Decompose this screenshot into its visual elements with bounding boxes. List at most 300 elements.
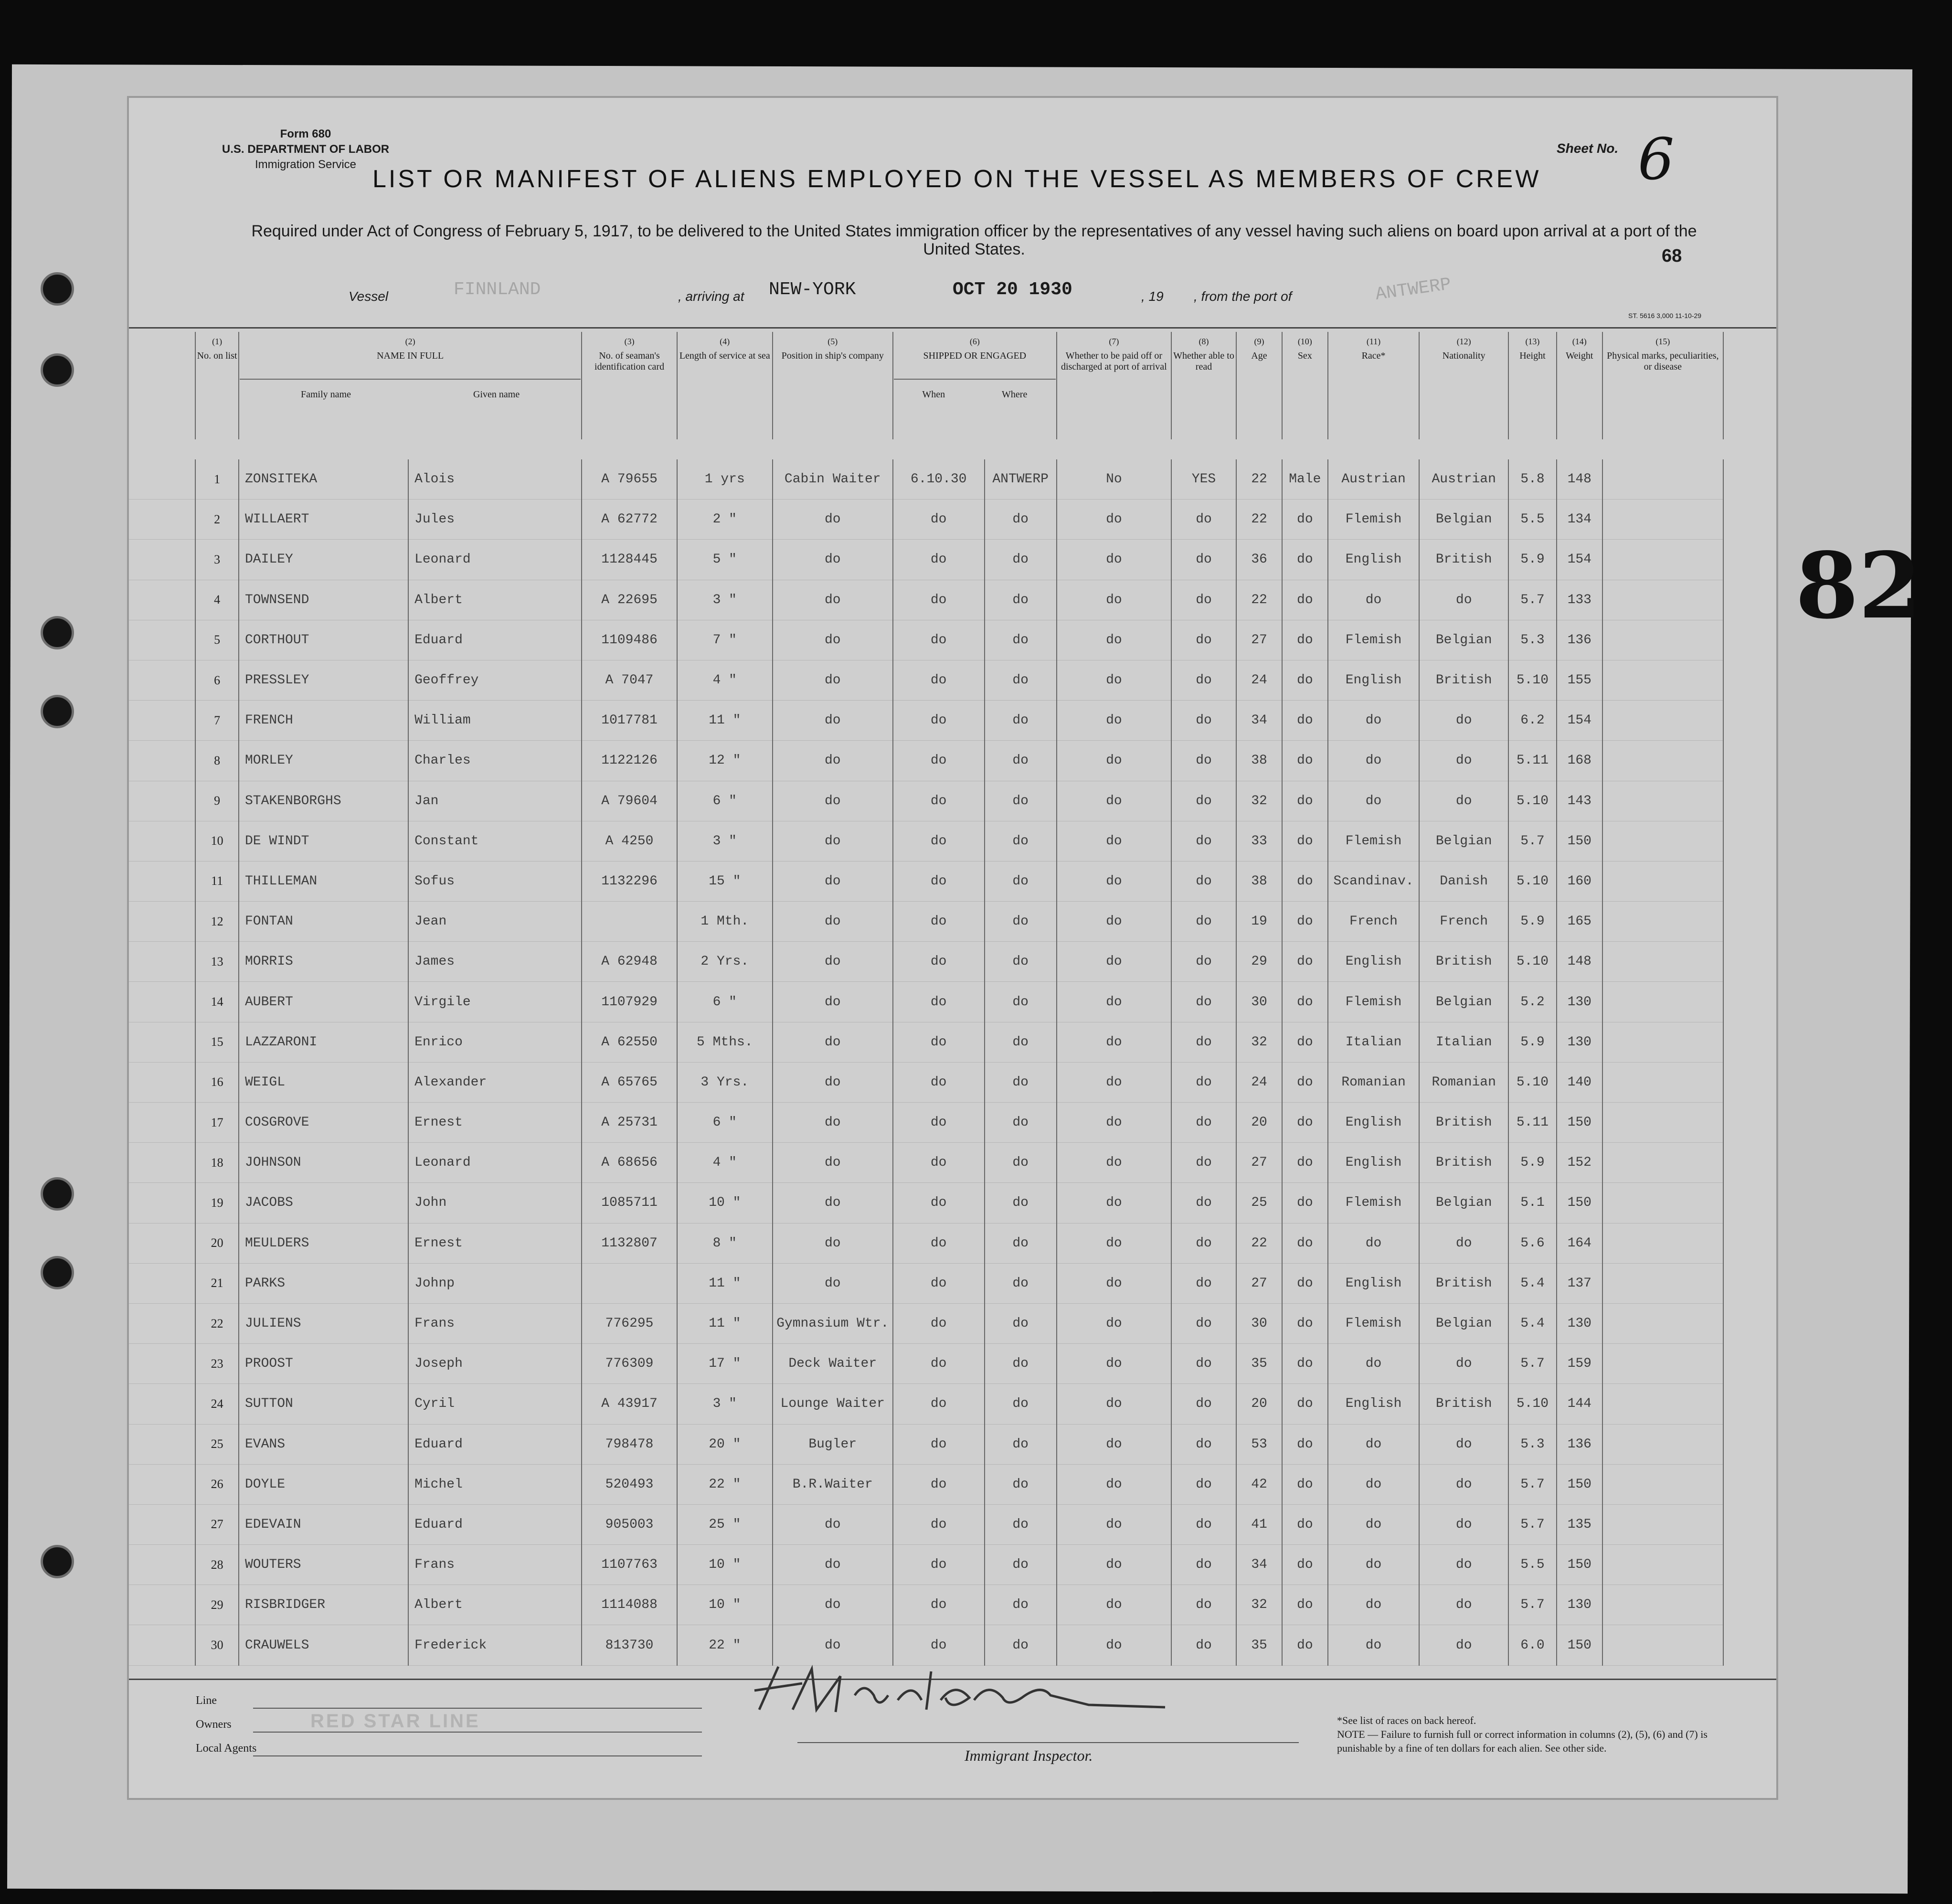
height: 5.7 — [1508, 580, 1557, 620]
length-of-service: 6 " — [677, 982, 773, 1022]
weight: 130 — [1557, 1022, 1602, 1062]
id-card-number: A 25731 — [582, 1103, 677, 1143]
table-row — [129, 781, 1723, 821]
able-to-read: do — [1171, 540, 1236, 580]
height: 5.5 — [1508, 500, 1557, 540]
penalty-note: NOTE — Failure to furnish full or correct information in columns (2), (5), (6) and (7) is punishable by a fine of ten dollars for each alien. See other side. — [1337, 1728, 1708, 1754]
position: do — [773, 942, 893, 982]
given-name: Constant — [408, 821, 582, 861]
weight: 130 — [1557, 1303, 1602, 1343]
nationality: British — [1419, 1384, 1508, 1424]
margin-cell — [129, 1062, 195, 1102]
length-of-service: 11 " — [677, 1263, 773, 1303]
row-number: 19 — [195, 1183, 239, 1223]
race: English — [1328, 1263, 1420, 1303]
margin-cell — [129, 1183, 195, 1223]
table-row — [129, 861, 1723, 901]
position: Cabin Waiter — [773, 459, 893, 500]
height: 5.11 — [1508, 1103, 1557, 1143]
sex: do — [1282, 1464, 1328, 1504]
nationality: British — [1419, 540, 1508, 580]
family-name: MEULDERS — [239, 1223, 408, 1263]
sex: do — [1282, 1344, 1328, 1384]
physical-marks — [1602, 1143, 1723, 1183]
inspector-label: Immigrant Inspector. — [965, 1747, 1093, 1764]
weight: 165 — [1557, 902, 1602, 942]
physical-marks — [1602, 1464, 1723, 1504]
margin-cell — [129, 1223, 195, 1263]
length-of-service: 3 Yrs. — [677, 1062, 773, 1102]
inspector-signature — [745, 1657, 1175, 1726]
shipped-where: do — [985, 500, 1057, 540]
physical-marks — [1602, 1103, 1723, 1143]
paid-off: do — [1057, 500, 1171, 540]
given-name: Virgile — [408, 982, 582, 1022]
page-subtitle: Required under Act of Congress of February 5, 1917, to be delivered to the United States immigration officer by the representatives of any vessel having such aliens on board upon arrival at a port of the United States. — [251, 222, 1697, 258]
row-number: 20 — [195, 1223, 239, 1263]
length-of-service: 12 " — [677, 741, 773, 781]
able-to-read: YES — [1171, 459, 1236, 500]
race: English — [1328, 942, 1420, 982]
position: Deck Waiter — [773, 1344, 893, 1384]
family-name: STAKENBORGHS — [239, 781, 408, 821]
nationality: do — [1419, 1424, 1508, 1464]
height: 5.3 — [1508, 620, 1557, 660]
age: 20 — [1236, 1384, 1282, 1424]
height: 5.7 — [1508, 1464, 1557, 1504]
weight: 136 — [1557, 1424, 1602, 1464]
margin-cell — [129, 1424, 195, 1464]
physical-marks — [1602, 1424, 1723, 1464]
family-name: EVANS — [239, 1424, 408, 1464]
shipped-where: do — [985, 660, 1057, 700]
family-name: RISBRIDGER — [239, 1585, 408, 1625]
col-weight: (14) Weight — [1557, 332, 1602, 439]
age: 33 — [1236, 821, 1282, 861]
id-card-number: 1085711 — [582, 1183, 677, 1223]
nationality: do — [1419, 1223, 1508, 1263]
paid-off: No — [1057, 459, 1171, 500]
line-label: Line — [196, 1694, 217, 1707]
id-card-number: 1107763 — [582, 1545, 677, 1585]
race: English — [1328, 540, 1420, 580]
shipped-when: do — [893, 660, 985, 700]
length-of-service: 11 " — [677, 1303, 773, 1343]
sex: do — [1282, 1183, 1328, 1223]
length-of-service: 6 " — [677, 781, 773, 821]
sex: do — [1282, 500, 1328, 540]
sex: Male — [1282, 459, 1328, 500]
race: do — [1328, 1585, 1420, 1625]
age: 27 — [1236, 1143, 1282, 1183]
header-rule — [129, 327, 1776, 329]
shipped-where: do — [985, 1263, 1057, 1303]
sex: do — [1282, 861, 1328, 901]
given-name: Eduard — [408, 620, 582, 660]
given-name: Ernest — [408, 1223, 582, 1263]
paid-off: do — [1057, 1022, 1171, 1062]
row-number: 8 — [195, 741, 239, 781]
sex: do — [1282, 540, 1328, 580]
col-read: (8) Whether able to read — [1171, 332, 1236, 439]
margin-mark: 82 — [1795, 532, 1922, 639]
physical-marks — [1602, 1303, 1723, 1343]
id-card-number: A 79655 — [582, 459, 677, 500]
position: Lounge Waiter — [773, 1384, 893, 1424]
margin-cell — [129, 1143, 195, 1183]
id-card-number — [582, 902, 677, 942]
col-card: (3) No. of seaman's identification card — [582, 332, 677, 439]
physical-marks — [1602, 1022, 1723, 1062]
race: do — [1328, 1344, 1420, 1384]
shipped-where: do — [985, 982, 1057, 1022]
table-row — [129, 1062, 1723, 1102]
age: 30 — [1236, 982, 1282, 1022]
table-row — [129, 459, 1723, 500]
family-name: DAILEY — [239, 540, 408, 580]
shipped-when: do — [893, 1625, 985, 1665]
given-name: Albert — [408, 1585, 582, 1625]
table-row — [129, 1103, 1723, 1143]
shipped-when: do — [893, 942, 985, 982]
family-name: MORLEY — [239, 741, 408, 781]
able-to-read: do — [1171, 1424, 1236, 1464]
paid-off: do — [1057, 1504, 1171, 1544]
length-of-service: 4 " — [677, 1143, 773, 1183]
position: do — [773, 660, 893, 700]
length-of-service: 5 " — [677, 540, 773, 580]
sex: do — [1282, 902, 1328, 942]
race: Flemish — [1328, 620, 1420, 660]
family-name: EDEVAIN — [239, 1504, 408, 1544]
age: 32 — [1236, 1585, 1282, 1625]
margin-cell — [129, 1585, 195, 1625]
able-to-read: do — [1171, 1545, 1236, 1585]
length-of-service: 2 " — [677, 500, 773, 540]
height: 6.0 — [1508, 1625, 1557, 1665]
paid-off: do — [1057, 821, 1171, 861]
page-title: LIST OR MANIFEST OF ALIENS EMPLOYED ON THE VESSEL AS MEMBERS OF CREW — [372, 165, 1541, 193]
weight: 164 — [1557, 1223, 1602, 1263]
paid-off: do — [1057, 902, 1171, 942]
length-of-service: 1 yrs — [677, 459, 773, 500]
margin-cell — [129, 1303, 195, 1343]
paid-off: do — [1057, 1585, 1171, 1625]
length-of-service: 15 " — [677, 861, 773, 901]
family-name: FRENCH — [239, 701, 408, 741]
length-of-service: 1 Mth. — [677, 902, 773, 942]
physical-marks — [1602, 902, 1723, 942]
position: do — [773, 1263, 893, 1303]
nationality: do — [1419, 1585, 1508, 1625]
row-number: 2 — [195, 500, 239, 540]
page-number: 68 — [1662, 246, 1682, 266]
table-row — [129, 1022, 1723, 1062]
shipped-when: do — [893, 500, 985, 540]
family-name: CRAUWELS — [239, 1625, 408, 1665]
nationality: Romanian — [1419, 1062, 1508, 1102]
height: 5.10 — [1508, 1384, 1557, 1424]
row-number: 18 — [195, 1143, 239, 1183]
row-number: 26 — [195, 1464, 239, 1504]
age: 27 — [1236, 620, 1282, 660]
sex: do — [1282, 580, 1328, 620]
family-name: PROOST — [239, 1344, 408, 1384]
margin-cell — [129, 701, 195, 741]
weight: 135 — [1557, 1504, 1602, 1544]
sex: do — [1282, 1585, 1328, 1625]
position: do — [773, 1143, 893, 1183]
table-row — [129, 1585, 1723, 1625]
able-to-read: do — [1171, 1384, 1236, 1424]
shipped-when: do — [893, 1384, 985, 1424]
shipped-where: do — [985, 620, 1057, 660]
shipped-where: do — [985, 701, 1057, 741]
sex: do — [1282, 1625, 1328, 1665]
paid-off: do — [1057, 1062, 1171, 1102]
length-of-service: 25 " — [677, 1504, 773, 1544]
age: 35 — [1236, 1625, 1282, 1665]
table-row — [129, 1504, 1723, 1544]
margin-cell — [129, 1625, 195, 1665]
sex: do — [1282, 942, 1328, 982]
paid-off: do — [1057, 580, 1171, 620]
weight: 130 — [1557, 982, 1602, 1022]
height: 5.10 — [1508, 660, 1557, 700]
able-to-read: do — [1171, 942, 1236, 982]
length-of-service: 10 " — [677, 1183, 773, 1223]
family-name: SUTTON — [239, 1384, 408, 1424]
given-name: Frans — [408, 1303, 582, 1343]
height: 5.10 — [1508, 861, 1557, 901]
margin-cell — [129, 1464, 195, 1504]
table-row — [129, 500, 1723, 540]
weight: 150 — [1557, 1103, 1602, 1143]
length-of-service: 17 " — [677, 1344, 773, 1384]
id-card-number: 798478 — [582, 1424, 677, 1464]
shipped-where: do — [985, 1384, 1057, 1424]
id-card-number: 776295 — [582, 1303, 677, 1343]
shipped-when: do — [893, 1103, 985, 1143]
margin-cell — [129, 902, 195, 942]
position: B.R.Waiter — [773, 1464, 893, 1504]
shipped-where: do — [985, 902, 1057, 942]
id-card-number: 813730 — [582, 1625, 677, 1665]
position: do — [773, 741, 893, 781]
row-number: 25 — [195, 1424, 239, 1464]
shipped-when: do — [893, 580, 985, 620]
paid-off: do — [1057, 942, 1171, 982]
height: 5.7 — [1508, 1344, 1557, 1384]
age: 19 — [1236, 902, 1282, 942]
height: 5.7 — [1508, 1504, 1557, 1544]
able-to-read: do — [1171, 580, 1236, 620]
margin-cell — [129, 781, 195, 821]
from-port-value: ANTWERP — [1374, 274, 1453, 305]
nationality: Belgian — [1419, 982, 1508, 1022]
given-name: Michel — [408, 1464, 582, 1504]
paid-off: do — [1057, 1103, 1171, 1143]
position: do — [773, 1103, 893, 1143]
race: do — [1328, 1625, 1420, 1665]
able-to-read: do — [1171, 1143, 1236, 1183]
physical-marks — [1602, 701, 1723, 741]
physical-marks — [1602, 1062, 1723, 1102]
sex: do — [1282, 1143, 1328, 1183]
sex: do — [1282, 1263, 1328, 1303]
row-number: 12 — [195, 902, 239, 942]
table-row — [129, 701, 1723, 741]
margin-cell — [129, 1263, 195, 1303]
race: Flemish — [1328, 500, 1420, 540]
length-of-service: 6 " — [677, 1103, 773, 1143]
row-number: 27 — [195, 1504, 239, 1544]
nationality: do — [1419, 1625, 1508, 1665]
paid-off: do — [1057, 701, 1171, 741]
margin-cell — [129, 500, 195, 540]
shipped-where: do — [985, 1223, 1057, 1263]
height: 5.8 — [1508, 459, 1557, 500]
able-to-read: do — [1171, 1062, 1236, 1102]
sex: do — [1282, 1062, 1328, 1102]
height: 5.1 — [1508, 1183, 1557, 1223]
race: Flemish — [1328, 821, 1420, 861]
physical-marks — [1602, 942, 1723, 982]
weight: 160 — [1557, 861, 1602, 901]
height: 5.10 — [1508, 781, 1557, 821]
nationality: British — [1419, 942, 1508, 982]
age: 38 — [1236, 861, 1282, 901]
shipped-where: do — [985, 1103, 1057, 1143]
shipped-where: do — [985, 1344, 1057, 1384]
given-name: Eduard — [408, 1424, 582, 1464]
position: do — [773, 1183, 893, 1223]
paid-off: do — [1057, 1223, 1171, 1263]
crew-manifest-table — [129, 332, 1724, 1666]
nationality: do — [1419, 781, 1508, 821]
length-of-service: 10 " — [677, 1545, 773, 1585]
nationality: Belgian — [1419, 620, 1508, 660]
margin-cell — [129, 982, 195, 1022]
row-number: 30 — [195, 1625, 239, 1665]
age: 22 — [1236, 580, 1282, 620]
col-position: (5) Position in ship's company — [773, 332, 893, 439]
table-row — [129, 1303, 1723, 1343]
shipped-where: do — [985, 741, 1057, 781]
shipped-where: do — [985, 861, 1057, 901]
row-number: 13 — [195, 942, 239, 982]
family-name: JULIENS — [239, 1303, 408, 1343]
age: 29 — [1236, 942, 1282, 982]
sex: do — [1282, 1545, 1328, 1585]
given-name: Jan — [408, 781, 582, 821]
given-name: Cyril — [408, 1384, 582, 1424]
table-row — [129, 1183, 1723, 1223]
agents-underline — [253, 1755, 702, 1756]
table-row — [129, 942, 1723, 982]
footnote — [1337, 1713, 1743, 1755]
owners-label: Owners — [196, 1718, 232, 1731]
family-name: PRESSLEY — [239, 660, 408, 700]
weight: 168 — [1557, 741, 1602, 781]
physical-marks — [1602, 982, 1723, 1022]
id-card-number: A 62772 — [582, 500, 677, 540]
col-paid-off: (7) Whether to be paid off or discharged at port of arrival — [1057, 332, 1171, 439]
length-of-service: 4 " — [677, 660, 773, 700]
margin-cell — [129, 660, 195, 700]
height: 5.11 — [1508, 741, 1557, 781]
length-of-service: 3 " — [677, 821, 773, 861]
family-name: THILLEMAN — [239, 861, 408, 901]
table-row — [129, 821, 1723, 861]
position: do — [773, 500, 893, 540]
shipped-where: do — [985, 781, 1057, 821]
weight: 154 — [1557, 701, 1602, 741]
arriving-value: NEW-YORK — [769, 279, 856, 300]
paid-off: do — [1057, 1545, 1171, 1585]
paid-off: do — [1057, 1464, 1171, 1504]
form-number: Form 680 — [280, 128, 331, 140]
shipped-where: do — [985, 821, 1057, 861]
physical-marks — [1602, 620, 1723, 660]
nationality: Belgian — [1419, 1183, 1508, 1223]
position: do — [773, 540, 893, 580]
shipped-where: do — [985, 1504, 1057, 1544]
position: do — [773, 1625, 893, 1665]
row-number: 24 — [195, 1384, 239, 1424]
length-of-service: 8 " — [677, 1223, 773, 1263]
weight: 136 — [1557, 620, 1602, 660]
length-of-service: 3 " — [677, 580, 773, 620]
age: 22 — [1236, 1223, 1282, 1263]
sex: do — [1282, 1022, 1328, 1062]
given-name: Ernest — [408, 1103, 582, 1143]
sex: do — [1282, 821, 1328, 861]
service: Immigration Service — [255, 158, 357, 171]
row-number: 15 — [195, 1022, 239, 1062]
race: English — [1328, 660, 1420, 700]
given-name: Eduard — [408, 1504, 582, 1544]
shipped-when: do — [893, 1022, 985, 1062]
position: Bugler — [773, 1424, 893, 1464]
physical-marks — [1602, 1183, 1723, 1223]
margin-cell — [129, 1103, 195, 1143]
given-name: Jean — [408, 902, 582, 942]
given-name: Leonard — [408, 1143, 582, 1183]
race: English — [1328, 1143, 1420, 1183]
race: do — [1328, 1464, 1420, 1504]
row-number: 3 — [195, 540, 239, 580]
id-card-number: A 62550 — [582, 1022, 677, 1062]
height: 6.2 — [1508, 701, 1557, 741]
weight: 159 — [1557, 1344, 1602, 1384]
id-card-number: 776309 — [582, 1344, 677, 1384]
nationality: Belgian — [1419, 500, 1508, 540]
shipped-when: do — [893, 982, 985, 1022]
age: 41 — [1236, 1504, 1282, 1544]
nationality: Italian — [1419, 1022, 1508, 1062]
given-name: Johnp — [408, 1263, 582, 1303]
paid-off: do — [1057, 1424, 1171, 1464]
physical-marks — [1602, 861, 1723, 901]
id-card-number: 1128445 — [582, 540, 677, 580]
race: English — [1328, 1384, 1420, 1424]
paid-off: do — [1057, 741, 1171, 781]
height: 5.9 — [1508, 902, 1557, 942]
physical-marks — [1602, 821, 1723, 861]
shipped-when: do — [893, 1223, 985, 1263]
height: 5.7 — [1508, 1585, 1557, 1625]
